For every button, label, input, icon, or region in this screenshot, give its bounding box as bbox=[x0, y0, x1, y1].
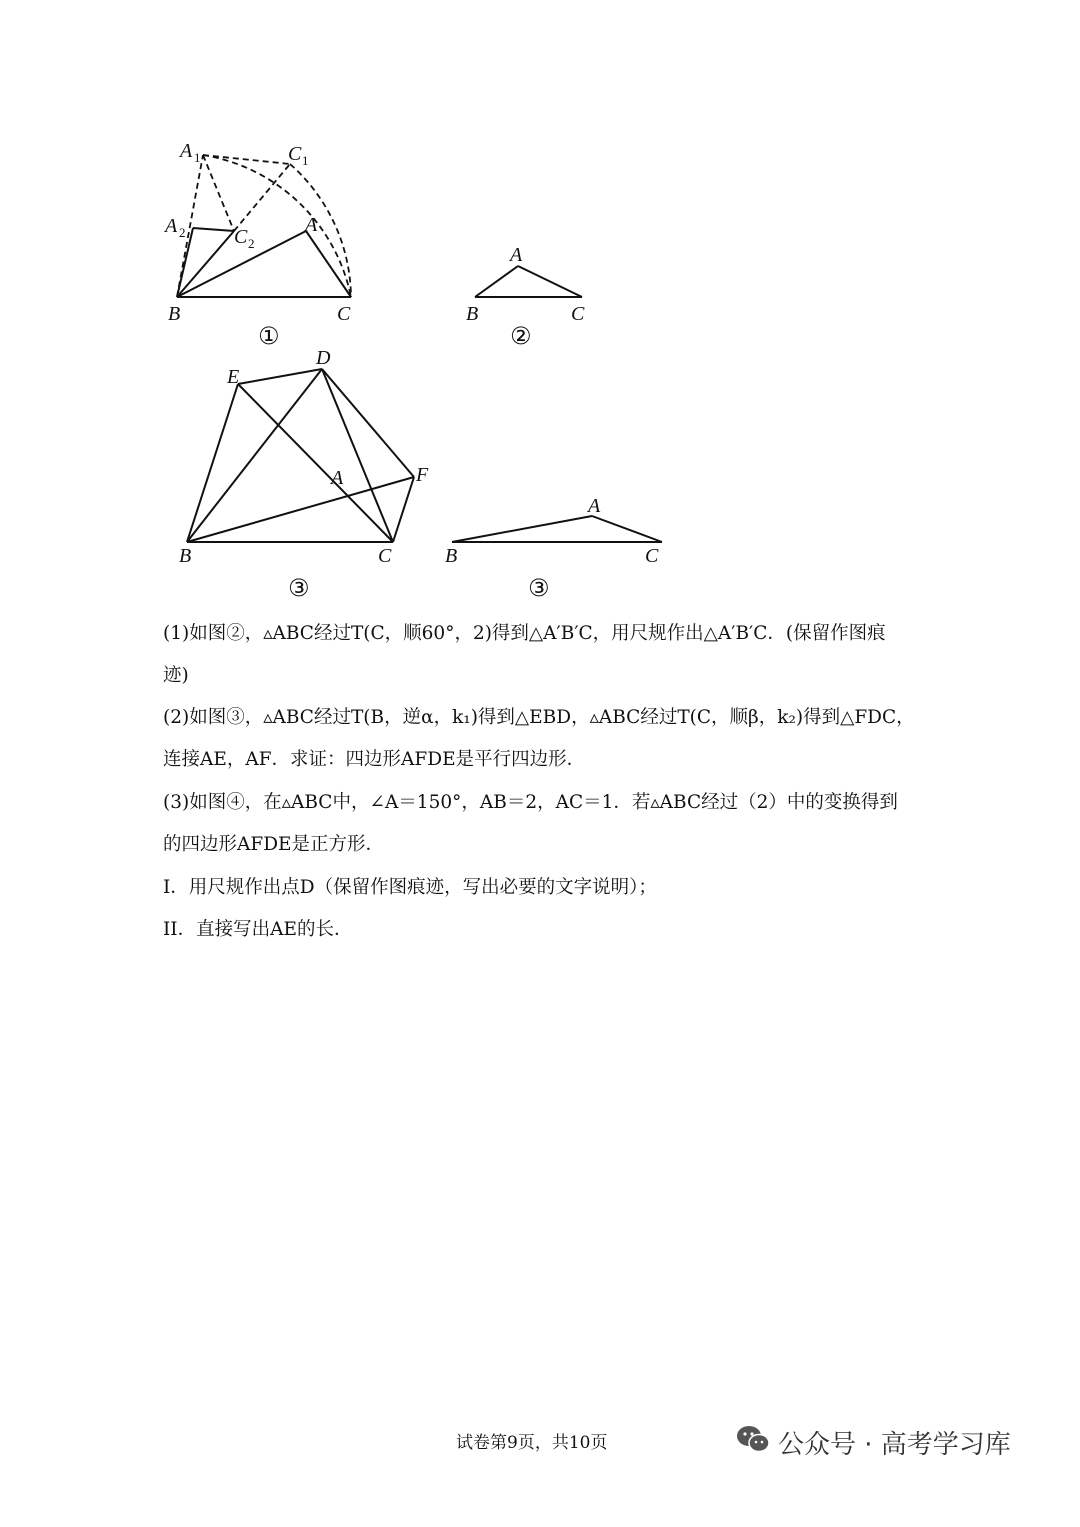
fig3-label-A: A bbox=[331, 467, 344, 489]
fig3-label-D: D bbox=[316, 347, 331, 369]
figure-1 bbox=[0, 0, 1080, 624]
question-1-line-1: (1)如图②，▵ABC经过T(C，顺60°，2)得到△A′B′C，用尺规作出△A′B′C．(保留作图痕 bbox=[163, 623, 886, 644]
fig3-label-E: E bbox=[227, 366, 240, 388]
label-A2-sub: 2 bbox=[179, 225, 186, 240]
question-3-line-2: 的四边形AFDE是正方形． bbox=[163, 834, 385, 855]
label-C2-sub: 2 bbox=[248, 236, 255, 251]
label-A1: A bbox=[180, 140, 193, 162]
label-C: C bbox=[337, 303, 351, 325]
figure-3-number: ③ bbox=[288, 574, 310, 602]
fig2-label-B: B bbox=[466, 303, 479, 325]
question-1-line-2: 迹) bbox=[163, 665, 189, 686]
watermark-text: 公众号 · 高考学习库 bbox=[778, 1430, 1011, 1460]
watermark bbox=[736, 1424, 1011, 1461]
part-2-text: II．直接写出AE的长． bbox=[163, 919, 353, 940]
label-A1-sub: 1 bbox=[194, 150, 201, 165]
label-A2: A bbox=[165, 215, 178, 237]
label-B: B bbox=[168, 303, 181, 325]
fig2-label-C: C bbox=[571, 303, 585, 325]
fig3-label-F: F bbox=[416, 464, 429, 486]
question-3-line-1: (3)如图④，在▵ABC中，∠A＝150°，AB＝2，AC＝1．若▵ABC经过（2）中的变换得到 bbox=[163, 792, 898, 813]
figure-4-number: ③ bbox=[528, 574, 550, 602]
fig4-label-B: B bbox=[445, 545, 458, 567]
label-C2: C bbox=[234, 226, 248, 248]
label-C1: C bbox=[288, 143, 302, 165]
fig2-label-A: A bbox=[510, 244, 523, 266]
label-A: A bbox=[305, 214, 318, 236]
fig3-label-C: C bbox=[378, 545, 392, 567]
figure-1-number: ① bbox=[258, 322, 280, 350]
question-2-line-1: (2)如图③，▵ABC经过T(B，逆α，k₁)得到△EBD，▵ABC经过T(C，顺β，k₂)得到△FDC， bbox=[163, 707, 915, 728]
fig4-label-A: A bbox=[588, 495, 601, 517]
figure-1-diagram bbox=[0, 0, 1080, 620]
figure-2-number: ② bbox=[510, 322, 532, 350]
label-C1-sub: 1 bbox=[302, 153, 309, 168]
part-1-text: I．用尺规作出点D（保留作图痕迹，写出必要的文字说明）； bbox=[163, 877, 657, 898]
question-2-line-2: 连接AE，AF．求证：四边形AFDE是平行四边形． bbox=[163, 749, 586, 770]
page-footer: 试卷第9页，共10页 bbox=[456, 1433, 608, 1453]
fig3-label-B: B bbox=[179, 545, 192, 567]
wechat-icon bbox=[736, 1424, 770, 1461]
fig4-label-C: C bbox=[645, 545, 659, 567]
